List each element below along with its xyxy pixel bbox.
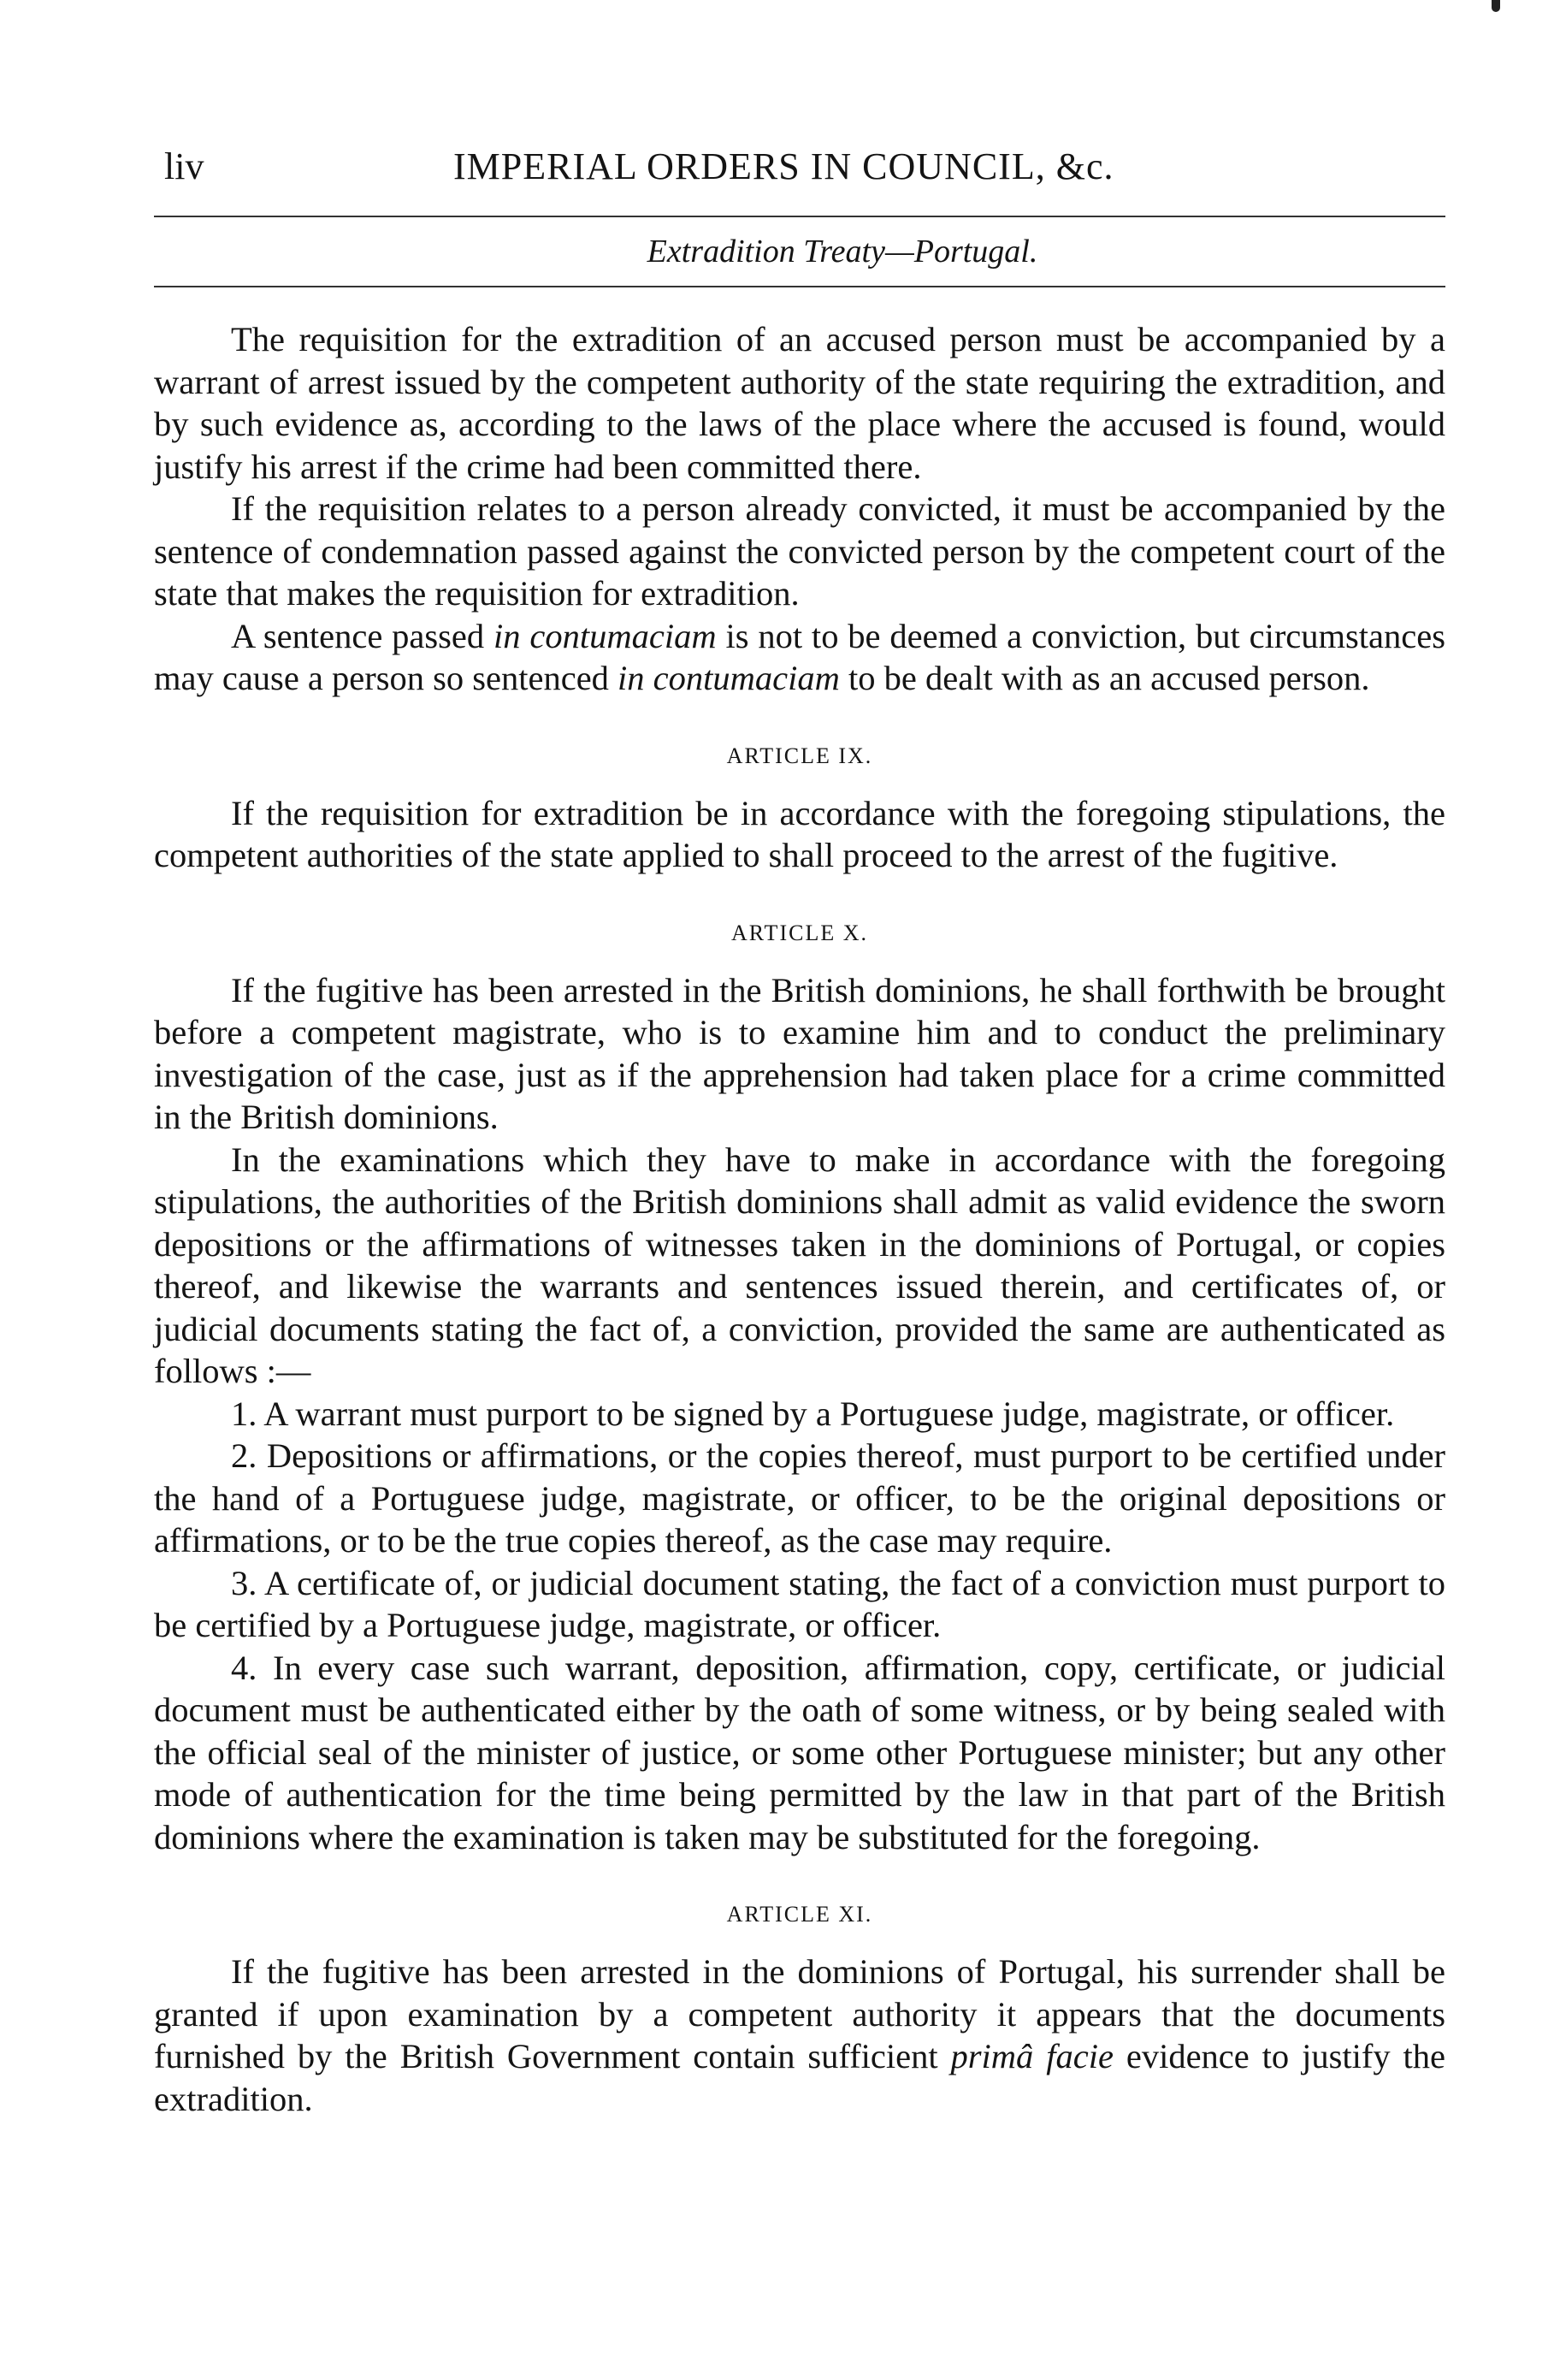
running-head (154, 137, 1445, 197)
article-x (154, 916, 1445, 1859)
document-page (154, 137, 1445, 2120)
numbered-item-4: 4. In every case such warrant, deposition, affirmation, copy, certificate, or judicial document must be authenticated either by the oath of some witness, or by being sealed with the official seal of the minister of justice, or some other Portuguese minister; but any other mode of authentication for the time being permitted by the law in that part of the British dominions where the examination is taken may be substituted for the foregoing. (154, 1648, 1445, 1856)
italic-phrase: in contumaciam (493, 616, 717, 655)
header-rule-bottom (154, 286, 1445, 287)
text-run: to be dealt with as an accused person. (839, 659, 1370, 697)
paragraph-portugal-surrender (154, 1951, 1445, 2120)
text-run: A sentence passed (231, 616, 493, 655)
article-heading: ARTICLE XI. (726, 1902, 873, 1927)
section-subhead: Extradition Treaty—Portugal. (647, 234, 1038, 269)
italic-phrase: primâ facie (950, 2037, 1114, 2075)
article-heading: ARTICLE X. (731, 920, 868, 945)
paragraph-contumaciam (154, 615, 1445, 700)
text-run: evidence to justify the extradition. (154, 2037, 1445, 2118)
paragraph-requisition-accused: The requisition for the extradition of an accused person must be accompanied by a warrant of arrest issued by the competent authority of the state requiring the extradition, and by such evidence as, according to the laws of the place where the accused is found, would justify his arrest if the crime had been committed there. (154, 320, 1445, 486)
text-run: is not to be deemed a conviction, but circumstances may cause a person so sentenced (154, 616, 1445, 697)
running-title: IMPERIAL ORDERS IN COUNCIL, &c. (453, 145, 1114, 187)
article-xi (154, 1897, 1445, 2120)
paragraph-arrest: If the requisition for extradition be in accordance with the foregoing stipulations, the competent authorities of the state applied to shall proceed to the arrest of the fugitive. (154, 793, 1445, 874)
numbered-item-1: 1. A warrant must purport to be signed by a Portuguese judge, magistrate, or officer. (231, 1394, 1395, 1433)
header-rule-top (154, 216, 1445, 217)
numbered-item-2: 2. Depositions or affirmations, or the copies thereof, must purport to be certified under the hand of a Portuguese judge, magistrate, or officer, to be the original depositions or affirmations, or to be the true copies thereof, as the case may require. (154, 1436, 1445, 1560)
page-corner-mark (1492, 0, 1500, 12)
paragraph-requisition-convicted: If the requisition relates to a person already convicted, it must be accompanied by the sentence of condemnation passed against the convicted person by the competent court of the state that makes the requisition for extradition. (154, 489, 1445, 613)
page-number: liv (164, 145, 204, 187)
intro-section (154, 318, 1445, 700)
numbered-item-3: 3. A certificate of, or judicial document stating, the fact of a conviction must purport to be certified by a Portuguese judge, magistrate, or officer. (154, 1563, 1445, 1644)
article-ix (154, 739, 1445, 877)
italic-phrase: in contumaciam (618, 659, 840, 697)
paragraph-british-arrest: If the fugitive has been arrested in the British dominions, he shall forthwith be brought before a competent magistrate, who is to examine him and to conduct the preliminary investigation of the case, just as if the apprehension had taken place for a crime committed in the British dominions. (154, 970, 1445, 1136)
paragraph-examinations: In the examinations which they have to make in accordance with the foregoing stipulations, the authorities of the British dominions shall admit as valid evidence the sworn depositions or the affirmations of witnesses taken in the dominions of Portugal, or copies thereof, and likewise the warrants and sentences issued therein, and certificates of, or judicial documents stating the fact of, a conviction, provided the same are authenticated as follows :— (154, 1140, 1445, 1390)
article-heading: ARTICLE IX. (726, 743, 873, 768)
text-run: If the fugitive has been arrested in the dominions of Portugal, his surrender shall be granted if upon examination by a competent authority it appears that the documents furnished by the British Government contain sufficient (154, 1952, 1445, 2075)
